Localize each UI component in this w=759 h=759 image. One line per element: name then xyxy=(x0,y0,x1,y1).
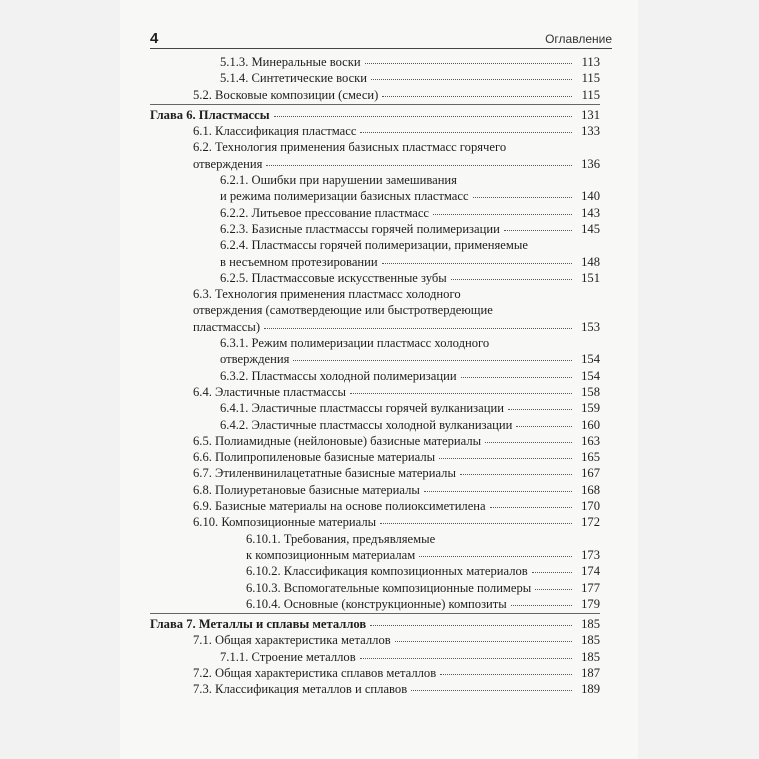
toc-entry[interactable] xyxy=(150,531,600,564)
chapter-rule xyxy=(150,104,600,105)
toc-entry-text: 6.2.2. Литьевое прессование пластмасс xyxy=(220,205,430,220)
toc-entry-text: 6.4.1. Эластичные пластмассы горячей вулканизации xyxy=(220,401,504,416)
dot-leader xyxy=(419,555,572,557)
toc-page-number: 133 xyxy=(581,124,600,139)
toc-entry-text: 6.9. Базисные материалы на основе полиоксиметилена xyxy=(193,499,486,514)
toc-page-number: 136 xyxy=(581,156,600,171)
toc-entry[interactable] xyxy=(150,465,600,481)
dot-leader xyxy=(365,62,572,64)
toc-page-number: 159 xyxy=(581,401,600,416)
dot-leader xyxy=(451,278,572,280)
toc-entry[interactable] xyxy=(150,665,600,681)
toc-entry-text: 6.10.1. Требования, предъявляемые xyxy=(246,531,436,546)
toc-entry[interactable] xyxy=(150,649,600,665)
toc-entry-text: 6.5. Полиамидные (нейлоновые) базисные материалы xyxy=(193,433,482,448)
dot-leader xyxy=(485,441,572,443)
toc-entry-text: 6.4. Эластичные пластмассы xyxy=(193,384,346,399)
toc-chapter-entry[interactable] xyxy=(150,616,600,632)
dot-leader xyxy=(504,229,572,231)
toc-entry-text: 6.6. Полипропиленовые базисные материалы xyxy=(193,450,436,465)
toc-entry-text: 6.10.2. Классификация композиционных материалов xyxy=(246,564,528,579)
toc-entry-text: 6.2.5. Пластмассовые искусственные зубы xyxy=(220,270,447,285)
toc-entry[interactable] xyxy=(150,87,600,103)
dot-leader xyxy=(380,522,572,524)
toc-entry-text: 6.10.4. Основные (конструкционные) композиты xyxy=(246,596,507,611)
dot-leader xyxy=(395,640,572,642)
toc-entry-text: 6.3. Технология применения пластмасс холодного xyxy=(193,287,461,302)
toc-entry[interactable] xyxy=(150,632,600,648)
toc-entry[interactable] xyxy=(150,54,600,70)
dot-leader xyxy=(382,262,572,264)
page-header xyxy=(150,30,612,50)
toc-entry[interactable] xyxy=(150,139,600,172)
toc-entry-text: Глава 7. Металлы и сплавы металлов xyxy=(150,617,367,632)
toc-entry-text: 6.1. Классификация пластмасс xyxy=(193,124,357,139)
toc-entry-text: пластмассы) xyxy=(193,319,261,334)
toc-page-number: 165 xyxy=(581,450,600,465)
toc-entry[interactable] xyxy=(150,498,600,514)
dot-leader xyxy=(371,78,572,80)
toc-entry-text: 6.10. Композиционные материалы xyxy=(193,515,377,530)
toc-page-number: 173 xyxy=(581,547,600,562)
toc-entry[interactable] xyxy=(150,514,600,530)
toc-entry[interactable] xyxy=(150,286,600,335)
toc-entry-text: 7.1. Общая характеристика металлов xyxy=(193,633,391,648)
dot-leader xyxy=(439,457,572,459)
chapter-rule xyxy=(150,613,600,614)
dot-leader xyxy=(440,673,572,675)
toc-page-number: 115 xyxy=(581,71,600,86)
dot-leader xyxy=(274,115,572,117)
dot-leader xyxy=(460,473,572,475)
page-number: 4 xyxy=(150,30,159,47)
toc-entry-text: 6.2.4. Пластмассы горячей полимеризации, применяемые xyxy=(220,238,528,253)
toc-page-number: 185 xyxy=(581,617,600,632)
dot-leader xyxy=(370,624,572,626)
toc-page-number: 148 xyxy=(581,254,600,269)
dot-leader xyxy=(490,506,572,508)
toc-page-number: 187 xyxy=(581,665,600,680)
toc-entry-text: 6.3.1. Режим полимеризации пластмасс холодного xyxy=(220,336,490,351)
toc-entry-text: к композиционным материалам xyxy=(246,547,416,562)
dot-leader xyxy=(508,408,572,410)
toc-page-number: 189 xyxy=(581,682,600,697)
toc-page-number: 153 xyxy=(581,319,600,334)
toc-entry[interactable] xyxy=(150,237,600,270)
toc-entry[interactable] xyxy=(150,417,600,433)
dot-leader xyxy=(516,425,572,427)
toc-entry-text: отверждения xyxy=(193,156,263,171)
toc-entry-text: 6.3.2. Пластмассы холодной полимеризации xyxy=(220,368,457,383)
toc-page-number: 168 xyxy=(581,482,600,497)
toc-entry-text: 5.2. Восковые композиции (смеси) xyxy=(193,87,379,102)
dot-leader xyxy=(461,376,572,378)
section-title: Оглавление xyxy=(545,32,612,46)
toc-entry-text: Глава 6. Пластмассы xyxy=(150,107,270,122)
toc-page-number: 151 xyxy=(581,270,600,285)
toc-entry-text: 5.1.3. Минеральные воски xyxy=(220,55,361,69)
toc-entry-text: в несъемном протезировании xyxy=(220,254,378,269)
toc-entry[interactable] xyxy=(150,123,600,139)
toc-page-number: 113 xyxy=(581,55,600,69)
toc-entry-text: 7.2. Общая характеристика сплавов металлов xyxy=(193,665,437,680)
dot-leader xyxy=(424,490,572,492)
toc-entry-text: 6.10.3. Вспомогательные композиционные полимеры xyxy=(246,580,532,595)
dot-leader xyxy=(511,604,572,606)
toc-page-number: 145 xyxy=(581,221,600,236)
toc-entry[interactable] xyxy=(150,205,600,221)
toc-entry[interactable] xyxy=(150,384,600,400)
toc-page-number: 170 xyxy=(581,499,600,514)
toc-entry-text: и режима полимеризации базисных пластмасс xyxy=(220,189,469,204)
toc-entry[interactable] xyxy=(150,400,600,416)
toc-page-number: 140 xyxy=(581,189,600,204)
dot-leader xyxy=(360,657,572,659)
header-rule xyxy=(150,48,612,49)
toc-page-number: 185 xyxy=(581,633,600,648)
toc-page-number: 172 xyxy=(581,515,600,530)
dot-leader xyxy=(473,196,572,198)
toc-page-number: 154 xyxy=(581,352,600,367)
toc-entry-text: 5.1.4. Синтетические воски xyxy=(220,71,368,86)
toc-page-number: 115 xyxy=(581,87,600,102)
dot-leader xyxy=(264,327,572,329)
dot-leader xyxy=(350,392,572,394)
dot-leader xyxy=(535,588,572,590)
toc-entry[interactable] xyxy=(150,172,600,205)
toc-entry[interactable] xyxy=(150,563,600,579)
toc-entry-text: 6.7. Этиленвинилацетатные базисные материалы xyxy=(193,466,456,481)
toc-entry-text: 6.2. Технология применения базисных пластмасс горячего xyxy=(193,140,507,155)
toc-entry[interactable] xyxy=(150,335,600,368)
toc-page-number: 154 xyxy=(581,368,600,383)
toc-entry-text: 7.1.1. Строение металлов xyxy=(220,649,356,664)
toc-page-number: 185 xyxy=(581,649,600,664)
toc-entry[interactable] xyxy=(150,681,600,697)
toc-entry[interactable] xyxy=(150,368,600,384)
toc-entry[interactable] xyxy=(150,433,600,449)
toc-chapter-entry[interactable] xyxy=(150,107,600,123)
table-of-contents xyxy=(150,54,600,698)
toc-entry[interactable] xyxy=(150,482,600,498)
toc-page-number: 174 xyxy=(581,564,600,579)
dot-leader xyxy=(411,689,572,691)
toc-entry[interactable] xyxy=(150,221,600,237)
toc-entry-text: отверждения xyxy=(220,352,290,367)
dot-leader xyxy=(532,571,572,573)
toc-entry-text: 6.2.1. Ошибки при нарушении замешивания xyxy=(220,173,457,188)
dot-leader xyxy=(266,164,572,166)
toc-page-number: 179 xyxy=(581,596,600,611)
dot-leader xyxy=(293,359,572,361)
toc-entry-text: 7.3. Классификация металлов и сплавов xyxy=(193,682,408,697)
dot-leader xyxy=(360,131,572,133)
toc-entry-text: 6.2.3. Базисные пластмассы горячей полимеризации xyxy=(220,221,500,236)
toc-entry-text: 6.8. Полиуретановые базисные материалы xyxy=(193,482,420,497)
toc-entry[interactable] xyxy=(150,270,600,286)
toc-page-number: 158 xyxy=(581,384,600,399)
toc-page-number: 163 xyxy=(581,433,600,448)
toc-entry[interactable] xyxy=(150,70,600,86)
toc-entry[interactable] xyxy=(150,580,600,596)
toc-page-number: 131 xyxy=(581,107,600,122)
toc-page-number: 143 xyxy=(581,205,600,220)
dot-leader xyxy=(382,95,572,97)
toc-entry-text: 6.4.2. Эластичные пластмассы холодной вулканизации xyxy=(220,417,513,432)
toc-page-number: 160 xyxy=(581,417,600,432)
toc-entry[interactable] xyxy=(150,596,600,612)
toc-page-number: 177 xyxy=(581,580,600,595)
dot-leader xyxy=(433,213,572,215)
toc-entry-text: отверждения (самотвердеющие или быстротвердеющие xyxy=(193,303,493,318)
toc-page-number: 167 xyxy=(581,466,600,481)
toc-entry[interactable] xyxy=(150,449,600,465)
